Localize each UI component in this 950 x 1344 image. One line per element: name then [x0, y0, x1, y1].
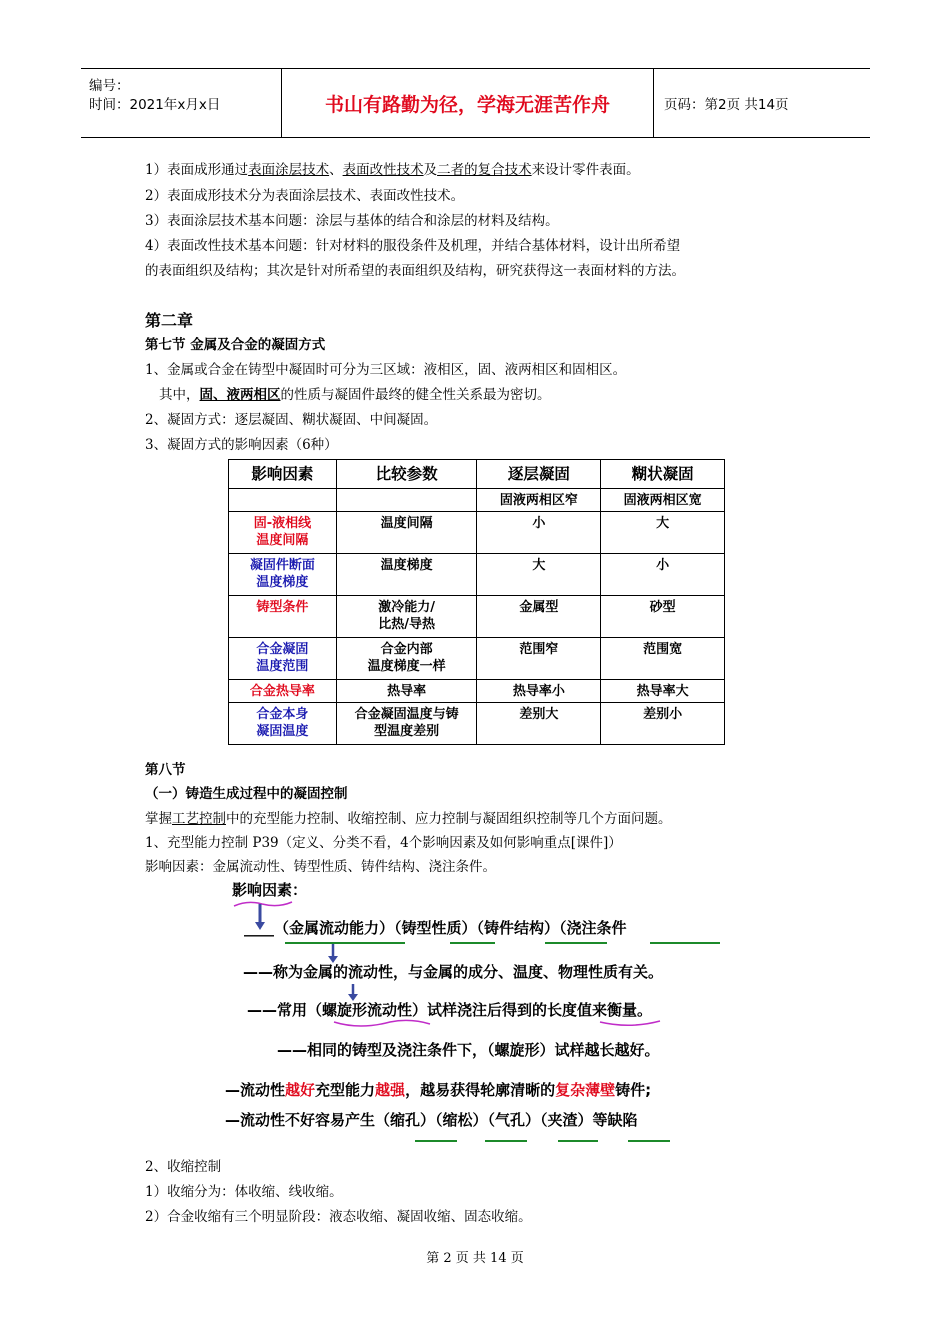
- table-cell: [336, 703, 477, 745]
- figure-line-1: ____（金属流动能力）（铸型性质）（铸件结构）（浇注条件: [244, 919, 627, 937]
- ch2-para-2: 其中，固、液两相区的性质与凝固件最终的健全性关系最为密切。: [159, 387, 551, 403]
- intro-line-2: 2）表面成形技术分为表面涂层技术、表面改性技术。: [145, 188, 465, 204]
- s8-para-1: 掌握工艺控制中的充型能力控制、收缩控制、应力控制与凝固组织控制等几个方面问题。: [145, 811, 672, 827]
- table-header-cell: 影响因素: [229, 460, 337, 489]
- section-8-subtitle: （一）铸造生成过程中的凝固控制: [145, 786, 348, 802]
- figure-line-2: ——称为金属的流动性，与金属的成分、温度、物理性质有关。: [243, 963, 664, 981]
- table-cell: 金属型: [477, 596, 601, 638]
- shrink-para-2: 1）收缩分为：体收缩、线收缩。: [145, 1184, 343, 1200]
- table-cell-line: 温度范围: [256, 659, 309, 674]
- table-row: [229, 638, 725, 680]
- figure-line-3: ——常用（螺旋形流动性）试样浇注后得到的长度值来衡量。: [247, 1001, 653, 1019]
- table-cell-line: 凝固件断面: [249, 558, 315, 573]
- table-cell: [229, 512, 337, 554]
- table-cell: 范围窄: [477, 638, 601, 680]
- table-header-cell: 逐层凝固: [477, 460, 601, 489]
- page-footer: 第 2 页 共 14 页: [426, 1251, 524, 1266]
- table-cell-line: 温度梯度一样: [367, 659, 446, 674]
- table-cell: 差别大: [477, 703, 601, 745]
- table-cell-line: 比热/导热: [378, 617, 435, 632]
- table-cell-line: 温度间隔: [380, 516, 433, 531]
- table-cell-line: 铸型条件: [256, 600, 309, 615]
- s8-para-3: 影响因素：金属流动性、铸型性质、铸件结构、浇注条件。: [145, 859, 496, 875]
- table-cell: 差别小: [601, 703, 725, 745]
- table-cell-line: 热导率: [387, 684, 427, 699]
- table-cell-line: 激冷能力/: [378, 600, 435, 615]
- table-cell: [336, 554, 477, 596]
- table-subheader-cell: [229, 489, 337, 512]
- ch2-para-4: 3、凝固方式的影响因素（6种）: [145, 437, 338, 453]
- table-subheader-cell: [336, 489, 477, 512]
- table-cell-line: 合金凝固: [256, 642, 309, 657]
- table-cell: [229, 554, 337, 596]
- table-subheader-cell: 固液两相区窄: [477, 489, 601, 512]
- table-header-cell: 比较参数: [336, 460, 477, 489]
- intro-line-1: 1）表面成形通过表面涂层技术、表面改性技术及二者的复合技术来设计零件表面。: [145, 162, 640, 178]
- ch2-para-1: 1、金属或合金在铸型中凝固时可分为三区域：液相区，固、液两相区和固相区。: [145, 362, 627, 378]
- table-cell-line: 型温度差别: [374, 724, 440, 739]
- underlined-term: 工艺控制: [172, 811, 226, 827]
- table-cell: 小: [477, 512, 601, 554]
- table-subheader-row: [229, 489, 725, 512]
- green-underline: [485, 1140, 527, 1142]
- intro-line-3: 3）表面涂层技术基本问题：涂层与基体的结合和涂层的材料及结构。: [145, 213, 559, 229]
- green-underline: [415, 1140, 457, 1142]
- table-cell: [336, 680, 477, 703]
- green-underline: [650, 942, 720, 944]
- number-label: 编号：: [89, 78, 130, 94]
- table-cell-line: 温度间隔: [256, 533, 309, 548]
- table-cell-line: 合金热导率: [249, 684, 315, 699]
- figure-line-5: —流动性越好充型能力越强，越易获得轮廓清晰的复杂薄壁铸件;: [225, 1081, 652, 1099]
- table-subheader-cell: 固液两相区宽: [601, 489, 725, 512]
- green-underline: [450, 942, 495, 944]
- down-arrow-icon: [326, 944, 340, 964]
- shrink-para-3: 2）合金收缩有三个明显阶段：液态收缩、凝固收缩、固态收缩。: [145, 1209, 532, 1225]
- table-cell-line: 凝固温度: [256, 724, 309, 739]
- table-cell-line: 温度梯度: [256, 575, 309, 590]
- underlined-term: 表面涂层技术: [248, 162, 330, 178]
- table-cell: 热导率大: [601, 680, 725, 703]
- figure-line-4: ——相同的铸型及浇注条件下，（螺旋形）试样越长越好。: [277, 1041, 660, 1059]
- table-cell: [229, 703, 337, 745]
- table-cell-line: 合金凝固温度与铸: [354, 707, 459, 722]
- table-cell: 砂型: [601, 596, 725, 638]
- header-meta: [81, 69, 282, 137]
- table-cell: 大: [477, 554, 601, 596]
- table-cell: [336, 512, 477, 554]
- table-cell: [336, 638, 477, 680]
- figure-line-6: —流动性不好容易产生（缩孔）（缩松）（气孔）（夹渣）等缺陷: [225, 1111, 638, 1129]
- table-header-row: [229, 460, 725, 489]
- intro-line-4: 4）表面改性技术基本问题：针对材料的服役条件及机理，并结合基体材料，设计出所希望: [145, 238, 681, 254]
- table-cell: [336, 596, 477, 638]
- table-header-cell: 糊状凝固: [601, 460, 725, 489]
- green-underline: [558, 1140, 598, 1142]
- table-row: [229, 703, 725, 745]
- table-row: [229, 512, 725, 554]
- time-label: 时间：2021年x月x日: [89, 97, 221, 113]
- underlined-term: 二者的复合技术: [437, 162, 532, 178]
- s8-para-2: 1、充型能力控制 P39（定义、分类不看，4个影响因素及如何影响重点[课件]）: [145, 835, 622, 851]
- shrink-para-1: 2、收缩控制: [145, 1159, 222, 1175]
- figure-title: 影响因素：: [232, 881, 308, 899]
- table-cell: 范围宽: [601, 638, 725, 680]
- green-underline: [285, 942, 405, 944]
- table-cell-line: 合金内部: [380, 642, 433, 657]
- solidification-factor-table: [228, 459, 725, 745]
- table-cell: 小: [601, 554, 725, 596]
- table-cell-line: 温度梯度: [380, 558, 433, 573]
- table-row: [229, 554, 725, 596]
- table-cell: [229, 596, 337, 638]
- table-row: [229, 596, 725, 638]
- chapter-title: 第二章: [145, 311, 194, 330]
- header-page-label: 页码：第2页 共14页: [664, 97, 789, 113]
- purple-underline-mark: [330, 1016, 750, 1030]
- section-7-title: 第七节 金属及合金的凝固方式: [145, 337, 326, 353]
- table-cell-line: 合金本身: [256, 707, 309, 722]
- intro-line-5: 的表面组织及结构；其次是针对所希望的表面组织及结构，研究获得这一表面材料的方法。: [145, 263, 685, 279]
- table-cell: [229, 638, 337, 680]
- green-underline: [545, 942, 607, 944]
- header-motto: 书山有路勤为径，学海无涯苦作舟: [282, 69, 654, 137]
- ch2-para-3: 2、凝固方式：逐层凝固、糊状凝固、中间凝固。: [145, 412, 438, 428]
- table-cell: 热导率小: [477, 680, 601, 703]
- table-row: [229, 680, 725, 703]
- table-cell-line: 固-液相线: [253, 516, 312, 531]
- section-8-title: 第八节: [145, 762, 186, 778]
- table-cell: [229, 680, 337, 703]
- table-cell: 大: [601, 512, 725, 554]
- underlined-term: 表面改性技术: [342, 162, 424, 178]
- page-header: [81, 68, 870, 138]
- bold-term: 固、液两相区: [199, 387, 281, 403]
- green-underline: [628, 1140, 670, 1142]
